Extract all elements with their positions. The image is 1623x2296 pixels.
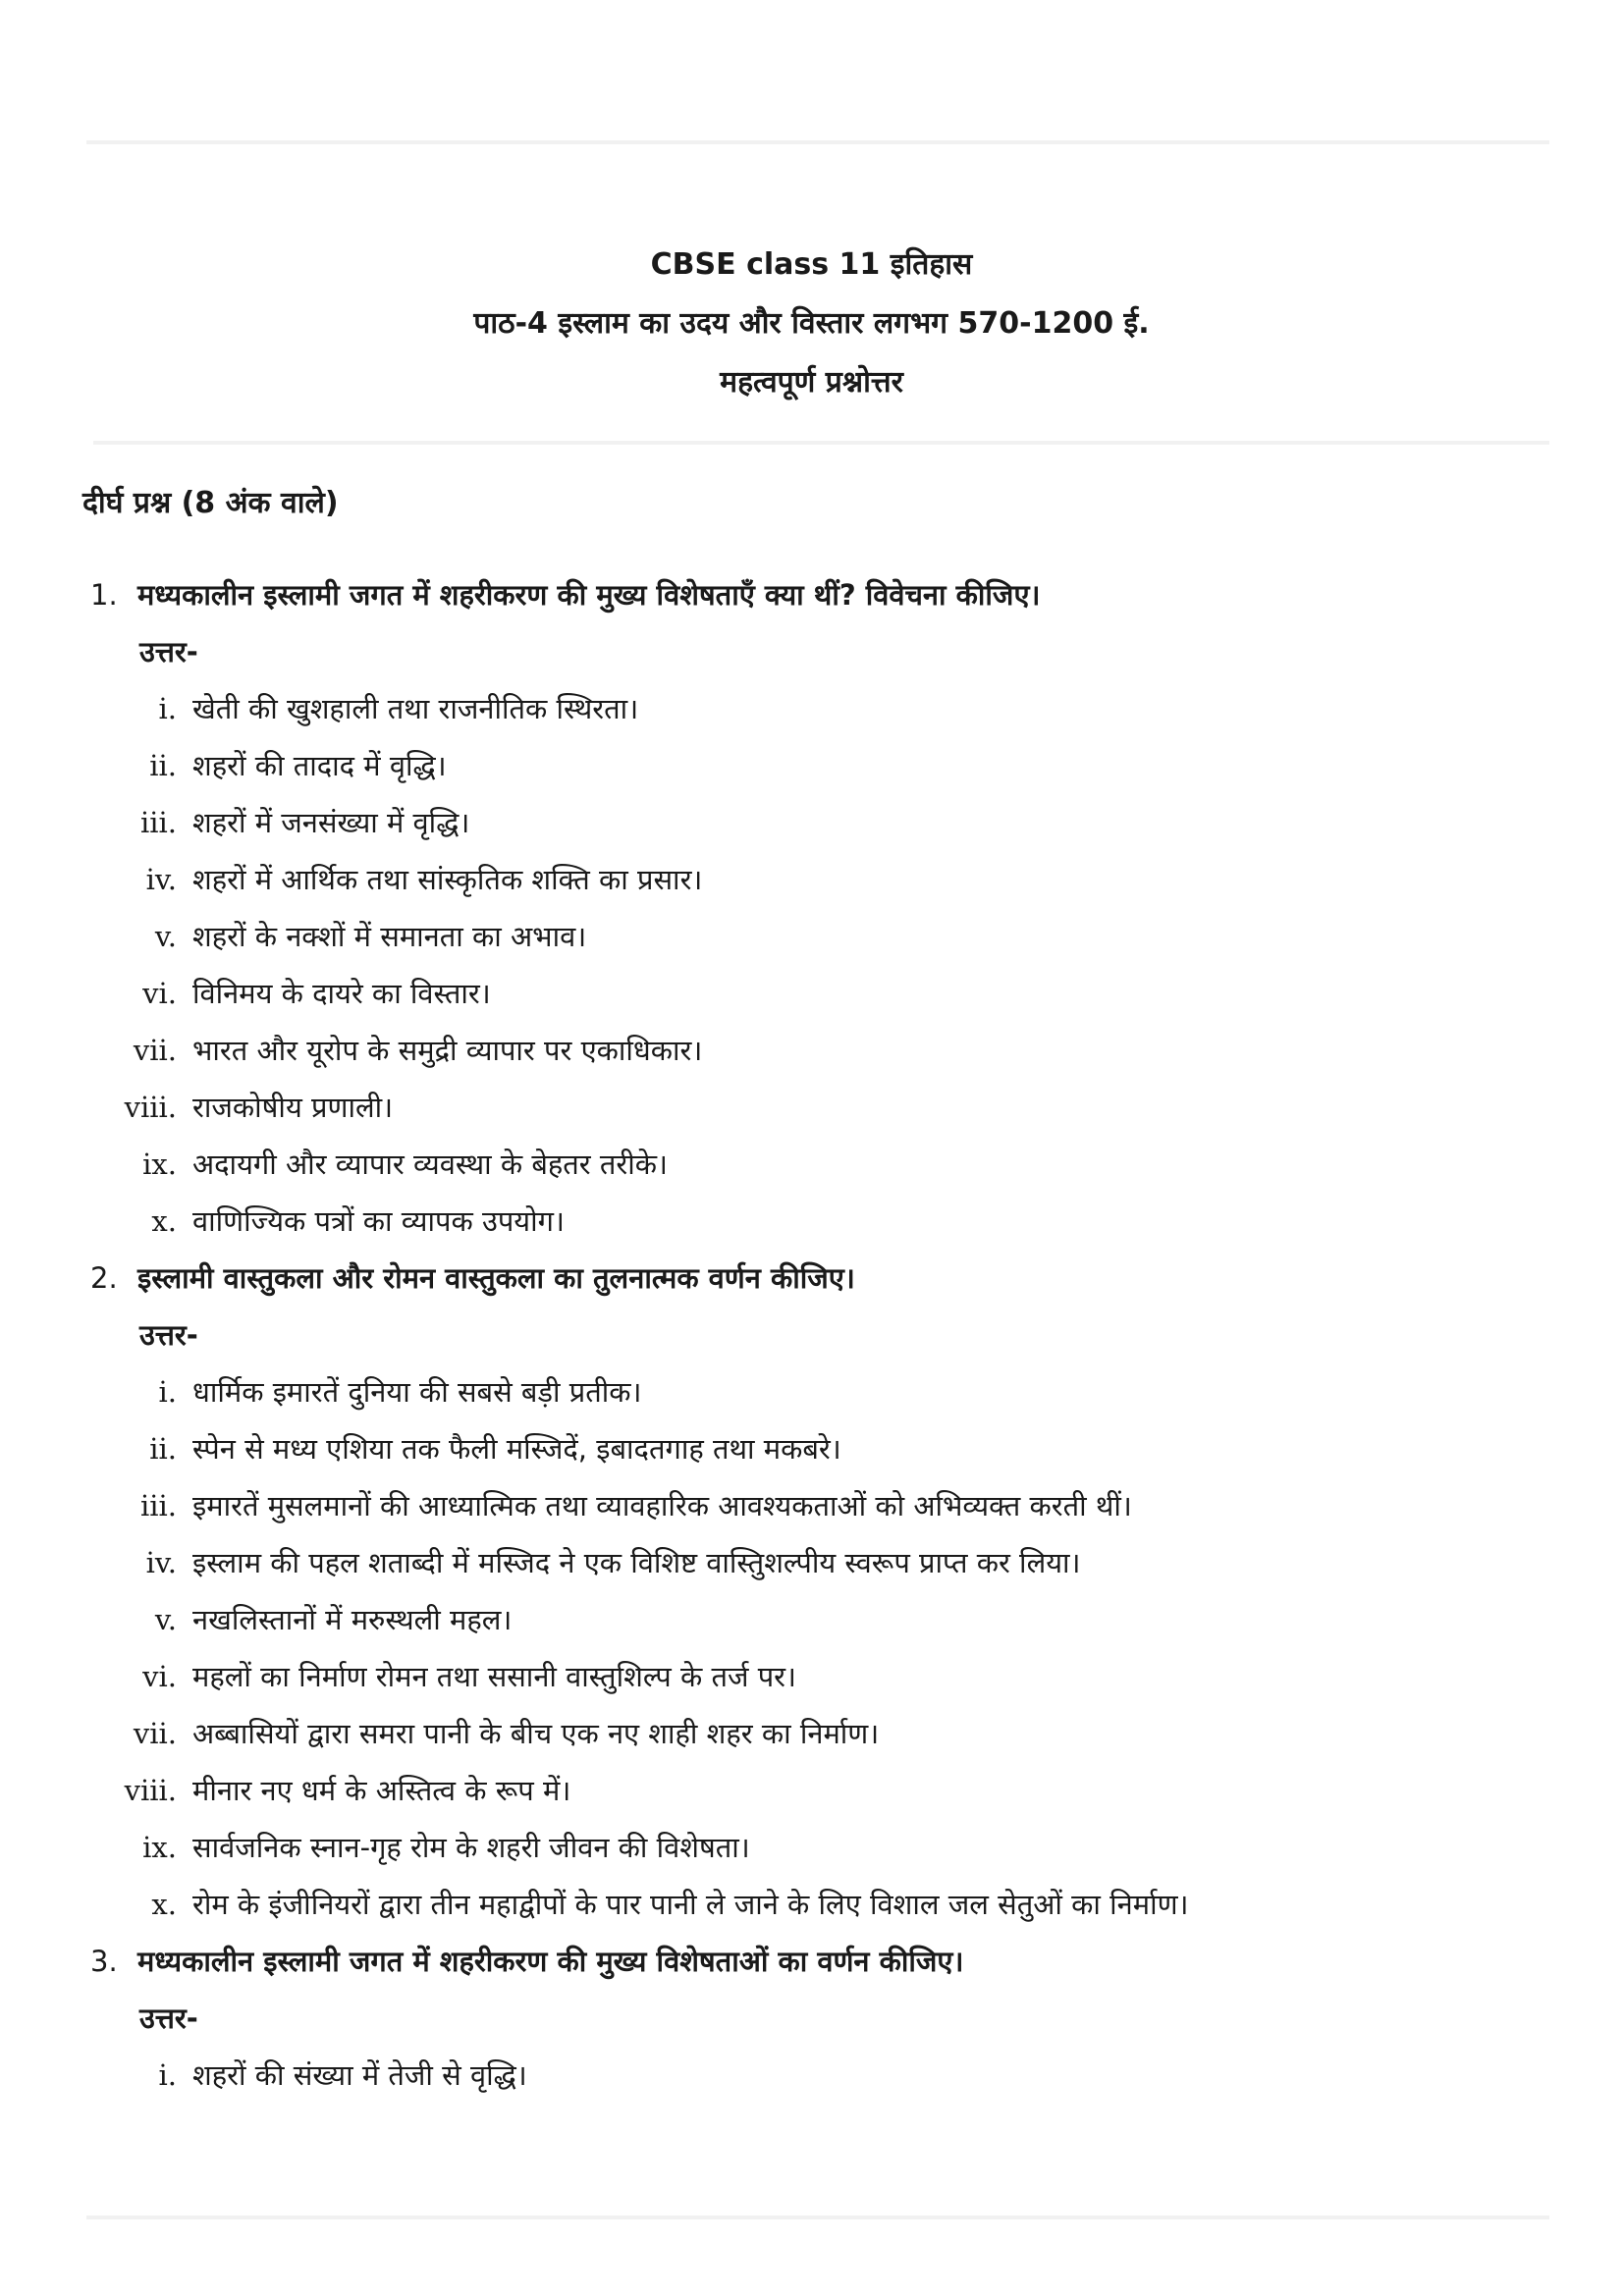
- question-row: [0, 1933, 1623, 1990]
- item-text: शहरों के नक्शों में समानता का अभाव।: [192, 920, 587, 953]
- item-text: शहरों में जनसंख्या में वृद्धि।: [192, 806, 470, 839]
- item-text: अब्बासियों द्वारा समरा पानी के बीच एक नए शाही शहर का निर्माण।: [192, 1717, 880, 1750]
- question-text: मध्यकालीन इस्लामी जगत में शहरीकरण की मुख्य विशेषताएँ क्या थीं? विवेचना कीजिए।: [137, 578, 1041, 612]
- bottom-divider: [86, 2216, 1549, 2219]
- item-number: iii.: [139, 1489, 177, 1522]
- answer-label: उत्तर-: [139, 1318, 198, 1352]
- item-number: v.: [154, 1603, 177, 1636]
- item-number: vi.: [142, 1660, 177, 1693]
- header-subtitle: महत्वपूर्ण प्रश्नोत्तर: [720, 365, 903, 400]
- item-number: iv.: [145, 863, 177, 896]
- answer-row: [0, 623, 1623, 680]
- list-item: [0, 1136, 1623, 1193]
- item-number: x.: [151, 1888, 177, 1921]
- item-text: शहरों की संख्या में तेजी से वृद्धि।: [192, 2058, 527, 2092]
- answer-list: [0, 680, 1623, 1250]
- item-number: ix.: [142, 1148, 177, 1181]
- item-text: राजकोषीय प्रणाली।: [192, 1091, 394, 1124]
- item-number: viii.: [124, 1774, 177, 1807]
- list-item: [0, 965, 1623, 1022]
- document-header: [0, 236, 1623, 412]
- question-1: [0, 566, 1623, 1250]
- list-item: [0, 737, 1623, 794]
- list-item: [0, 1363, 1623, 1420]
- question-number: 3.: [90, 1945, 118, 1978]
- question-number: 1.: [90, 578, 118, 612]
- item-text: इमारतें मुसलमानों की आध्यात्मिक तथा व्यावहारिक आवश्यकताओं को अभिव्यक्त करती थीं।: [192, 1489, 1132, 1522]
- question-number: 2.: [90, 1261, 118, 1295]
- item-number: vi.: [142, 977, 177, 1010]
- item-text: महलों का निर्माण रोमन तथा ससानी वास्तुशिल्प के तर्ज पर।: [192, 1660, 797, 1693]
- item-text: शहरों की तादाद में वृद्धि।: [192, 749, 447, 782]
- item-number: iii.: [139, 806, 177, 839]
- list-item: [0, 1420, 1623, 1477]
- list-item: [0, 851, 1623, 908]
- list-item: [0, 794, 1623, 851]
- item-number: ii.: [149, 1432, 177, 1466]
- header-chapter-title: पाठ-4 इस्लाम का उदय और विस्तार लगभग 570-1200 ई.: [473, 306, 1150, 341]
- section-title: दीर्घ प्रश्न (8 अंक वाले): [82, 486, 339, 520]
- item-text: नखलिस्तानों में मरुस्थली महल।: [192, 1603, 513, 1636]
- item-text: रोम के इंजीनियरों द्वारा तीन महाद्वीपों के पार पानी ले जाने के लिए विशाल जल सेतुओं का निर्माण।: [192, 1888, 1189, 1921]
- list-item: [0, 1079, 1623, 1136]
- item-text: शहरों में आर्थिक तथा सांस्कृतिक शक्ति का प्रसार।: [192, 863, 703, 896]
- item-number: ii.: [149, 749, 177, 782]
- item-number: i.: [158, 2058, 177, 2092]
- header-class-subject: CBSE class 11 इतिहास: [650, 247, 973, 282]
- item-text: भारत और यूरोप के समुद्री व्यापार पर एकाधिकार।: [192, 1034, 703, 1067]
- item-number: ix.: [142, 1831, 177, 1864]
- question-row: [0, 566, 1623, 623]
- list-item: [0, 680, 1623, 737]
- item-text: धार्मिक इमारतें दुनिया की सबसे बड़ी प्रतीक।: [192, 1375, 642, 1409]
- item-text: स्पेन से मध्य एशिया तक फैली मस्जिदें, इबादतगाह तथा मकबरे।: [192, 1432, 841, 1466]
- question-list: [0, 566, 1623, 2104]
- item-number: vii.: [133, 1034, 177, 1067]
- list-item: [0, 908, 1623, 965]
- item-text: मीनार नए धर्म के अस्तित्व के रूप में।: [192, 1774, 571, 1807]
- question-row: [0, 1250, 1623, 1307]
- question-3: [0, 1933, 1623, 2104]
- answer-list: [0, 1363, 1623, 1933]
- list-item: [0, 1819, 1623, 1876]
- item-text: इस्लाम की पहल शताब्दी में मस्जिद ने एक विशिष्ट वास्तुिशल्पीय स्वरूप प्राप्त कर लिया।: [192, 1546, 1081, 1579]
- item-number: vii.: [133, 1717, 177, 1750]
- list-item: [0, 1534, 1623, 1591]
- item-text: खेती की खुशहाली तथा राजनीतिक स्थिरता।: [192, 692, 639, 725]
- answer-label: उत्तर-: [139, 2002, 198, 2035]
- item-number: viii.: [124, 1091, 177, 1124]
- question-text: मध्यकालीन इस्लामी जगत में शहरीकरण की मुख्य विशेषताओं का वर्णन कीजिए।: [137, 1945, 964, 1978]
- question-2: [0, 1250, 1623, 1933]
- answer-list: [0, 2047, 1623, 2104]
- list-item: [0, 1477, 1623, 1534]
- item-text: सार्वजनिक स्नान-गृह रोम के शहरी जीवन की विशेषता।: [192, 1831, 750, 1864]
- list-item: [0, 1762, 1623, 1819]
- item-number: iv.: [145, 1546, 177, 1579]
- answer-row: [0, 1307, 1623, 1363]
- answer-row: [0, 1990, 1623, 2047]
- question-text: इस्लामी वास्तुकला और रोमन वास्तुकला का तुलनात्मक वर्णन कीजिए।: [137, 1261, 855, 1295]
- item-number: i.: [158, 1375, 177, 1409]
- list-item: [0, 1591, 1623, 1648]
- list-item: [0, 1705, 1623, 1762]
- list-item: [0, 1022, 1623, 1079]
- header-divider: [93, 441, 1549, 445]
- item-text: अदायगी और व्यापार व्यवस्था के बेहतर तरीके।: [192, 1148, 669, 1181]
- list-item: [0, 1193, 1623, 1250]
- list-item: [0, 2047, 1623, 2104]
- item-text: विनिमय के दायरे का विस्तार।: [192, 977, 491, 1010]
- list-item: [0, 1876, 1623, 1933]
- item-text: वाणिज्यिक पत्रों का व्यापक उपयोग।: [192, 1204, 565, 1238]
- item-number: v.: [154, 920, 177, 953]
- answer-label: उत्तर-: [139, 635, 198, 668]
- item-number: x.: [151, 1204, 177, 1238]
- top-divider: [86, 140, 1549, 144]
- list-item: [0, 1648, 1623, 1705]
- item-number: i.: [158, 692, 177, 725]
